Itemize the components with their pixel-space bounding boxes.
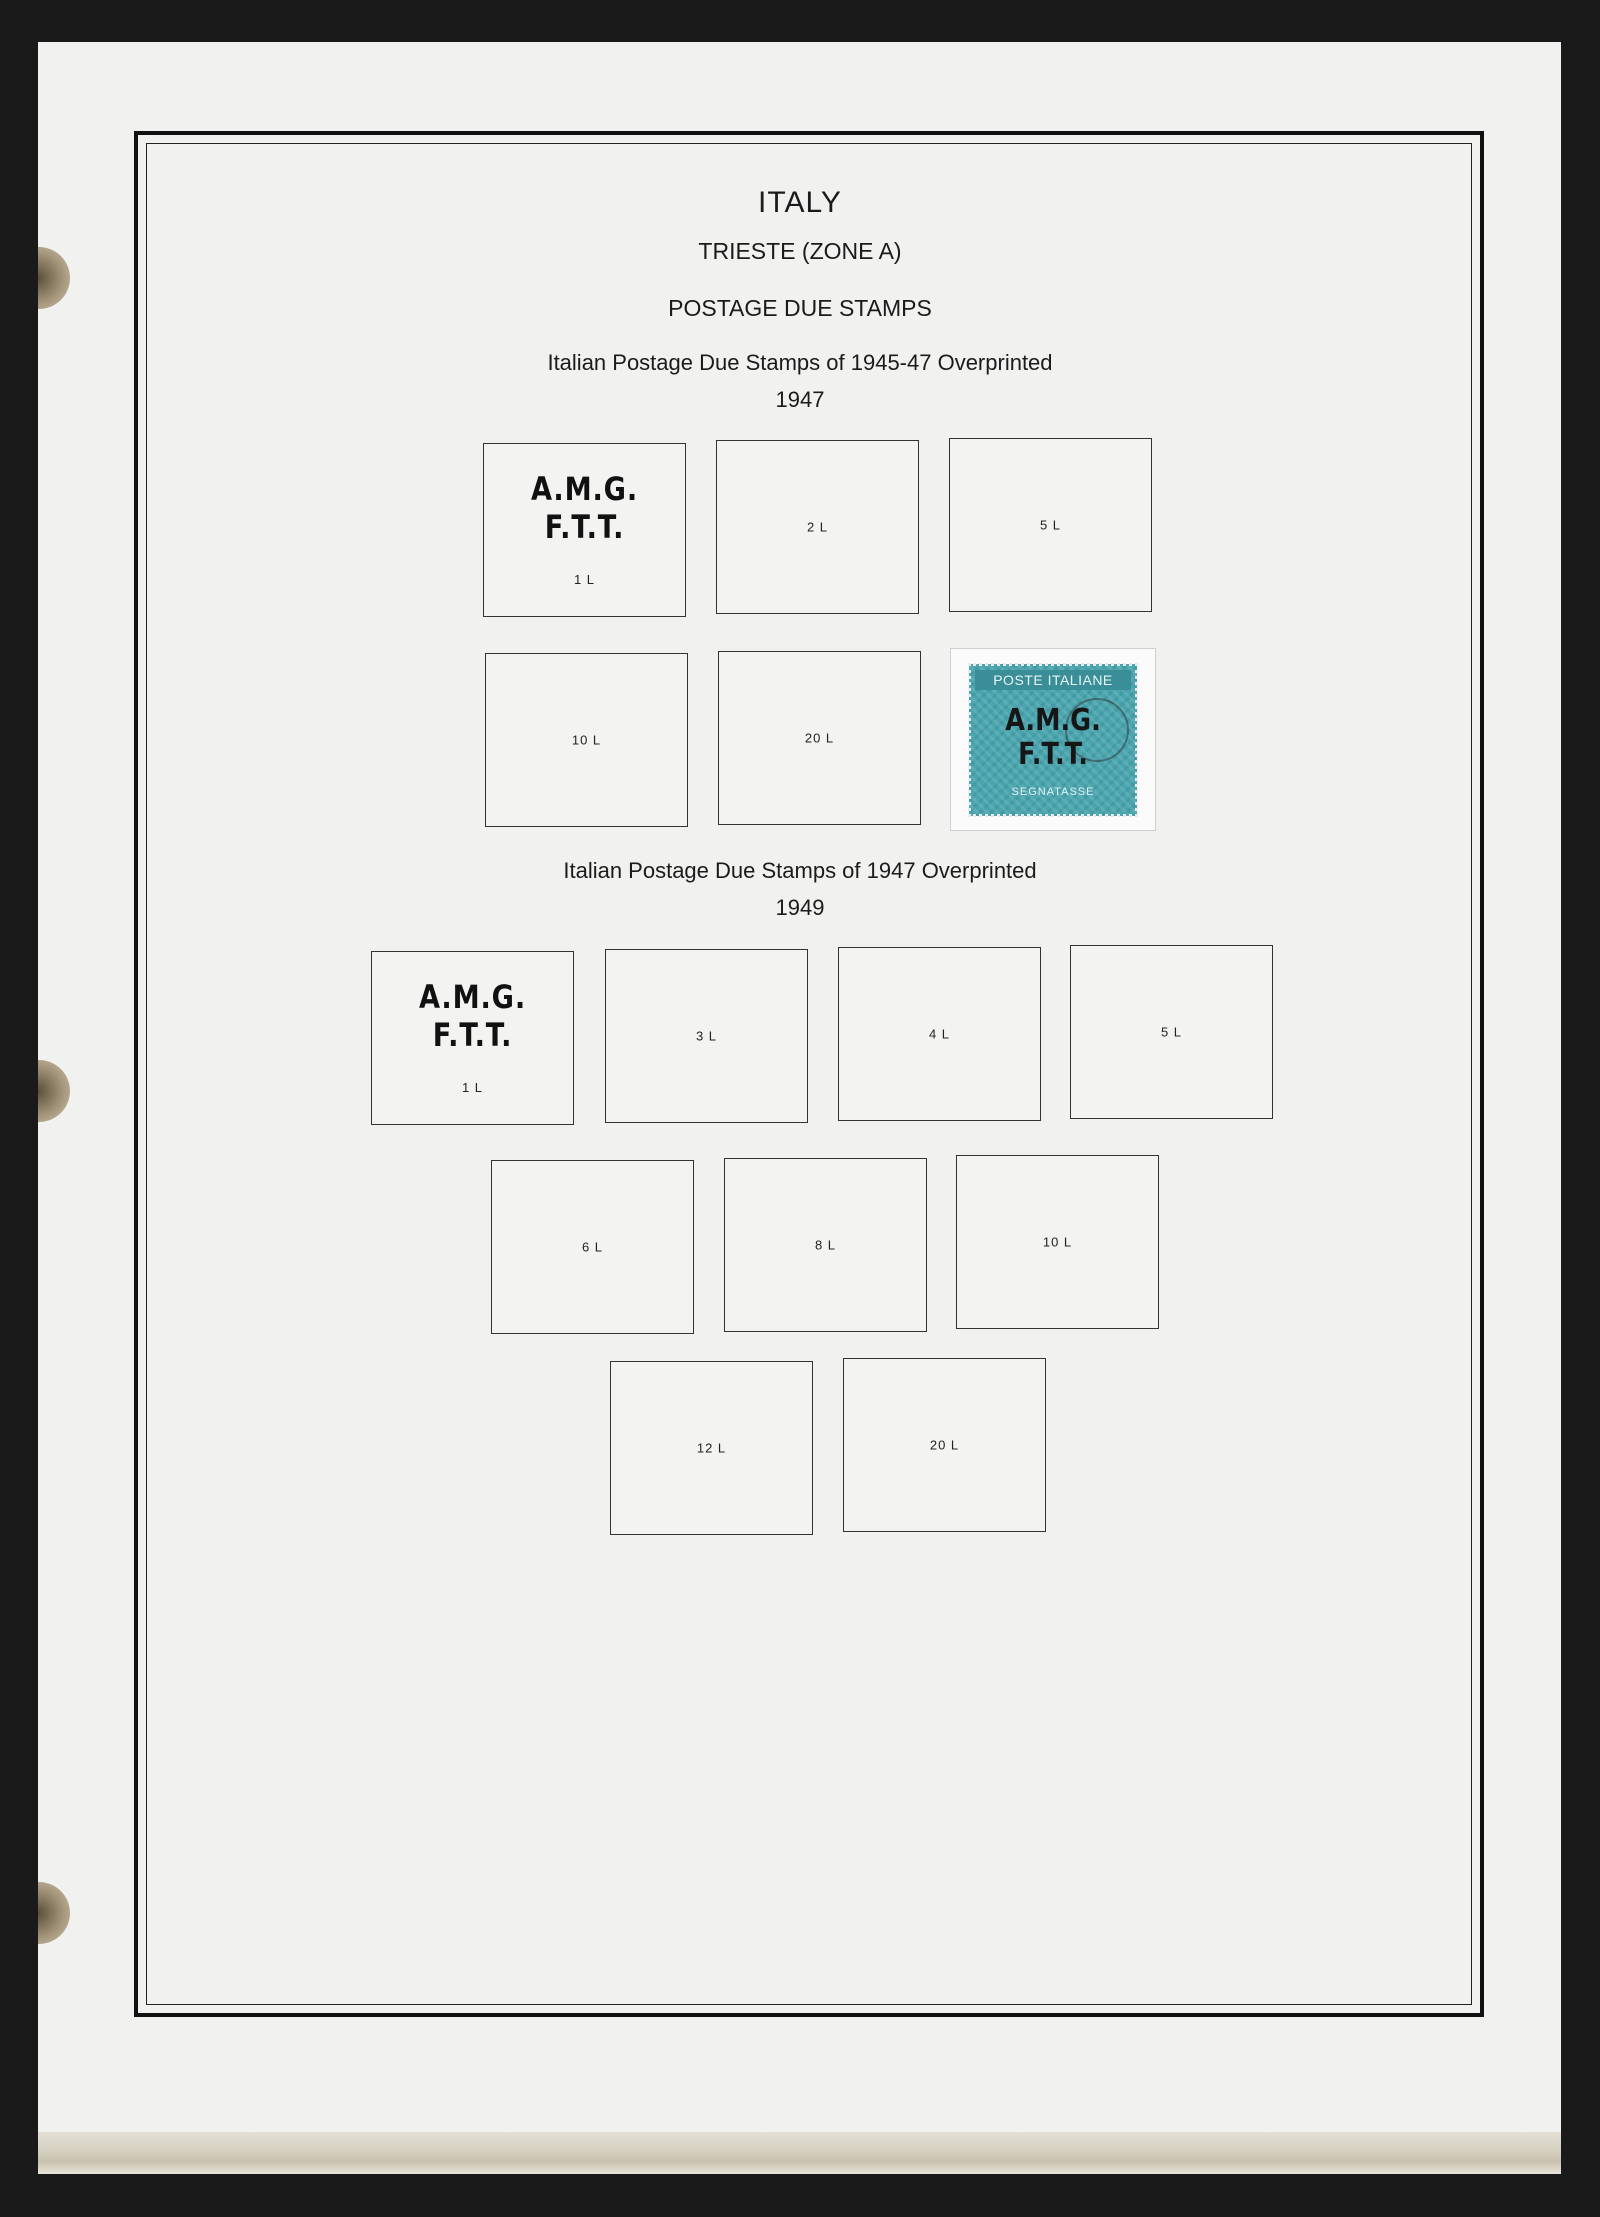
section-2-subtitle: Italian Postage Due Stamps of 1947 Overprinted: [563, 858, 1037, 883]
stamp-value: 2 L: [806, 519, 829, 535]
stamp-value: 6 L: [581, 1239, 604, 1255]
stamp-space[interactable]: [949, 438, 1152, 612]
stamp-value: 10 L: [1042, 1234, 1073, 1250]
stamp-space[interactable]: [485, 653, 688, 827]
stamp-space[interactable]: [716, 440, 919, 614]
stamp-space[interactable]: [605, 949, 808, 1123]
page-border-inner: [146, 143, 1472, 2005]
stamp-space[interactable]: [718, 651, 921, 825]
stamp-value: 4 L: [928, 1026, 951, 1042]
stamp-space[interactable]: [724, 1158, 927, 1332]
stamp-value: 1 L: [461, 1080, 484, 1095]
stamp-value: 20 L: [929, 1437, 960, 1453]
stamp-value: 5 L: [1039, 517, 1062, 533]
overprint-sample: A.M.G. F.T.T.: [418, 978, 527, 1054]
stamp-value: 5 L: [1160, 1024, 1183, 1040]
stamp-space[interactable]: [491, 1160, 694, 1334]
stamp-value: 12 L: [696, 1440, 727, 1456]
stamp-space[interactable]: [483, 443, 686, 617]
stamp-space[interactable]: [610, 1361, 813, 1535]
page-title: ITALY: [758, 186, 842, 219]
stamp-value: 3 L: [695, 1028, 718, 1044]
section-2-year: 1949: [775, 895, 825, 920]
section-1-subtitle: Italian Postage Due Stamps of 1945-47 Overprinted: [547, 350, 1053, 375]
stamp-overprint: A.M.G. F.T.T.: [1005, 703, 1101, 772]
stamp-value: 20 L: [804, 730, 835, 746]
stamp-space[interactable]: [371, 951, 574, 1125]
stamp-bottom-text: SEGNATASSE: [1011, 786, 1095, 798]
page-subtitle-zone: TRIESTE (ZONE A): [698, 238, 902, 264]
stamp-space[interactable]: [956, 1155, 1159, 1329]
mounted-stamp[interactable]: [950, 648, 1156, 831]
stamp-top-text: POSTE ITALIANE: [975, 670, 1131, 690]
stamp-space[interactable]: [838, 947, 1041, 1121]
stamp-value: 1 L: [573, 572, 596, 587]
page-stack-edge: [38, 2132, 1561, 2174]
stamp-image: [969, 664, 1137, 816]
overprint-sample: A.M.G. F.T.T.: [530, 470, 639, 546]
stamp-space[interactable]: [843, 1358, 1046, 1532]
page-subtitle-category: POSTAGE DUE STAMPS: [668, 295, 932, 321]
stamp-space[interactable]: [1070, 945, 1273, 1119]
stamp-value: 8 L: [814, 1237, 837, 1253]
stamp-value: 10 L: [571, 732, 602, 748]
section-1-year: 1947: [775, 387, 825, 412]
